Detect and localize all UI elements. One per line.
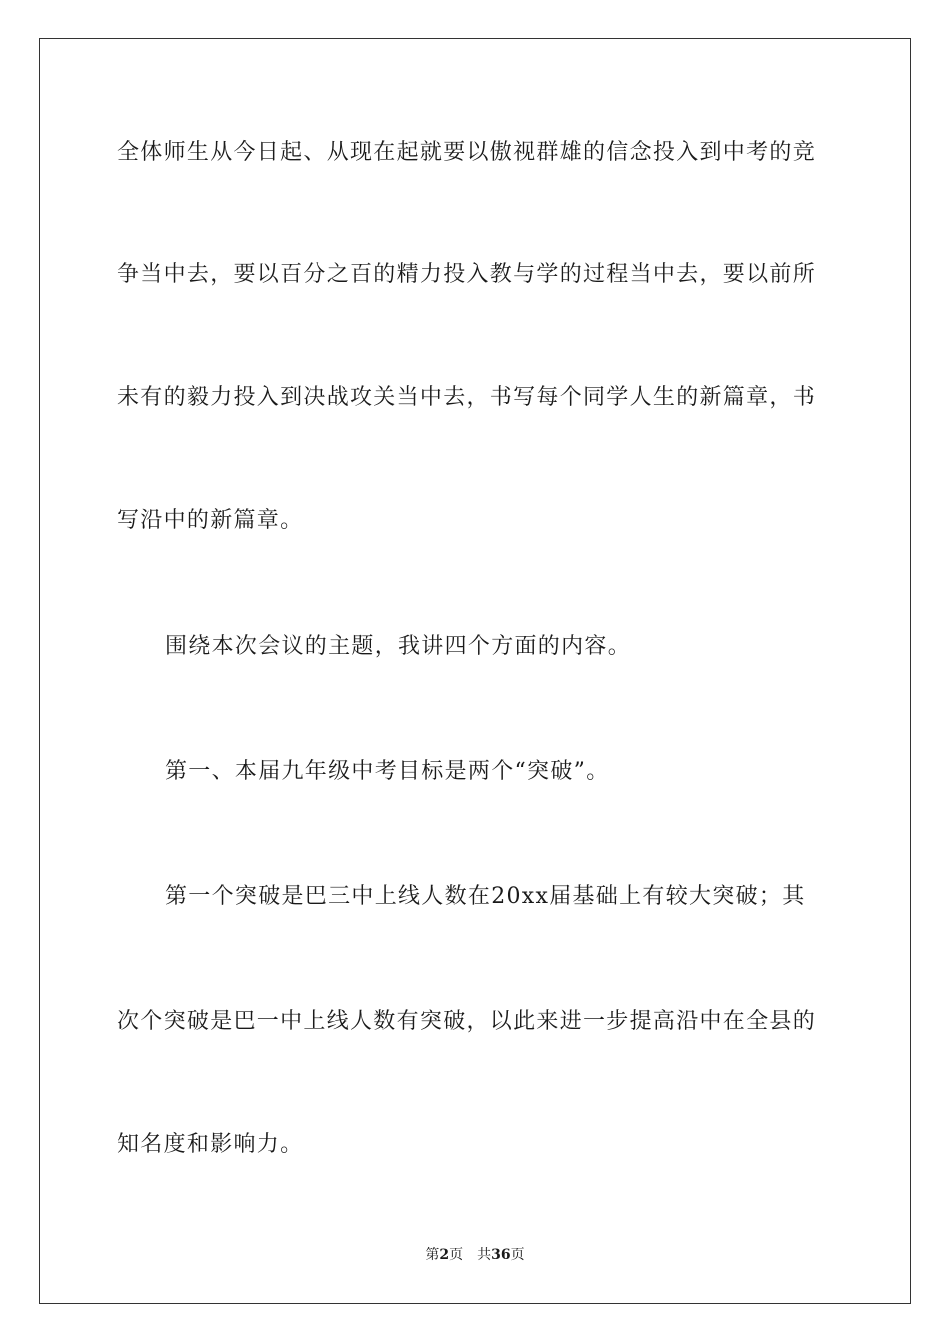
text-line-7: 第一个突破是巴三中上线人数在20xx届基础上有较大突破；其 (165, 884, 806, 909)
text-line-8: 次个突破是巴一中上线人数有突破，以此来进一步提高沿中在全县的 (117, 1009, 817, 1034)
footer-total-prefix: 共 (477, 1247, 492, 1263)
text-line-1: 全体师生从今日起、从现在起就要以傲视群雄的信念投入到中考的竞 (117, 140, 817, 165)
text-line-4: 写沿中的新篇章。 (117, 508, 304, 533)
text-line-5: 围绕本次会议的主题，我讲四个方面的内容。 (165, 634, 632, 659)
footer-page-prefix: 第 (425, 1247, 440, 1263)
page-footer (0, 1245, 950, 1265)
footer-total-pages: 36 (491, 1247, 511, 1263)
page-border (39, 38, 911, 1304)
footer-total-suffix: 页 (510, 1247, 525, 1263)
footer-page-number: 2 (439, 1247, 450, 1263)
text-line-6: 第一、本届九年级中考目标是两个“突破”。 (165, 759, 610, 784)
text-line-3: 未有的毅力投入到决战攻关当中去，书写每个同学人生的新篇章，书 (117, 385, 817, 410)
footer-page-suffix: 页 (449, 1247, 464, 1263)
text-line-2: 争当中去，要以百分之百的精力投入教与学的过程当中去，要以前所 (117, 262, 817, 287)
text-line-9: 知名度和影响力。 (117, 1132, 304, 1157)
